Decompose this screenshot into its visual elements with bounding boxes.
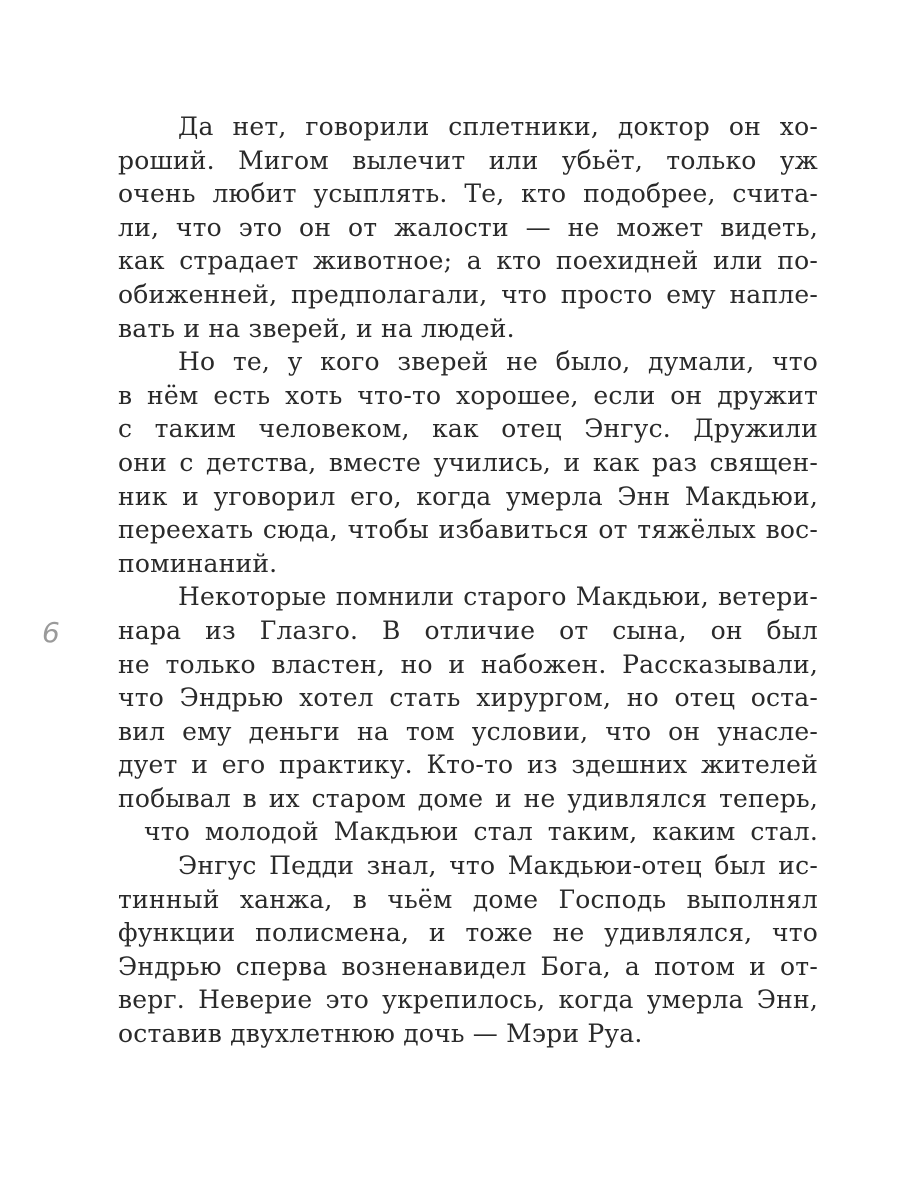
text-line: переехать сюда, чтобы избавиться от тяжёлых вос- xyxy=(118,515,818,545)
text-line: что Эндрью хотел стать хирургом, но отец оста- xyxy=(118,683,818,713)
text-line: Эндрью сперва возненавидел Бога, а потом и от- xyxy=(118,951,818,981)
page-number-mark: 6 xyxy=(42,616,60,649)
text-line: в нём есть хоть что-то хорошее, если он дружит xyxy=(118,380,818,410)
text-line: вил ему деньги на том условии, что он унасле- xyxy=(118,716,818,746)
text-line: оставив двухлетнюю дочь — Мэри Руа. xyxy=(118,1019,643,1049)
text-line: как страдает животное; а кто поехидней или по- xyxy=(118,246,818,276)
text-line: очень любит усыплять. Те, кто подобрее, счита- xyxy=(118,179,818,209)
text-line: роший. Мигом вылечит или убьёт, только уж xyxy=(118,145,818,175)
text-line: функции полисмена, и тоже не удивлялся, что xyxy=(118,918,818,948)
text-line: побывал в их старом доме и не удивлялся теперь, xyxy=(118,783,818,813)
text-line: Энгус Педди знал, что Макдьюи-отец был ис- xyxy=(178,851,818,881)
text-line: нара из Глазго. В отличие от сына, он был xyxy=(118,615,818,645)
text-line: Да нет, говорили сплетники, доктор он хо- xyxy=(178,112,818,141)
text-line: поминаний. xyxy=(118,548,278,578)
text-line: Но те, у кого зверей не было, думали, что xyxy=(178,347,818,377)
text-line: верг. Неверие это укрепилось, когда умерла Энн, xyxy=(118,985,818,1015)
body-text xyxy=(118,110,818,1051)
text-line: с таким человеком, как отец Энгус. Дружили xyxy=(118,414,818,444)
text-line: ли, что это он от жалости — не может видеть, xyxy=(118,212,818,242)
text-line: обиженней, предполагали, что просто ему напле- xyxy=(118,279,818,309)
text-line: тинный ханжа, в чьём доме Господь выполнял xyxy=(118,884,818,914)
text-line: они с детства, вместе учились, и как раз священ- xyxy=(118,447,818,477)
text-line: Некоторые помнили старого Макдьюи, ветери- xyxy=(178,582,818,612)
text-line: вать и на зверей, и на людей. xyxy=(118,313,515,343)
text-line: дует и его практику. Кто-то из здешних жителей xyxy=(118,750,818,780)
text-line: ник и уговорил его, когда умерла Энн Макдьюи, xyxy=(118,481,818,511)
text-line: что молодой Макдьюи стал таким, каким стал. xyxy=(144,817,818,847)
text-line: не только властен, но и набожен. Рассказывали, xyxy=(118,649,818,679)
